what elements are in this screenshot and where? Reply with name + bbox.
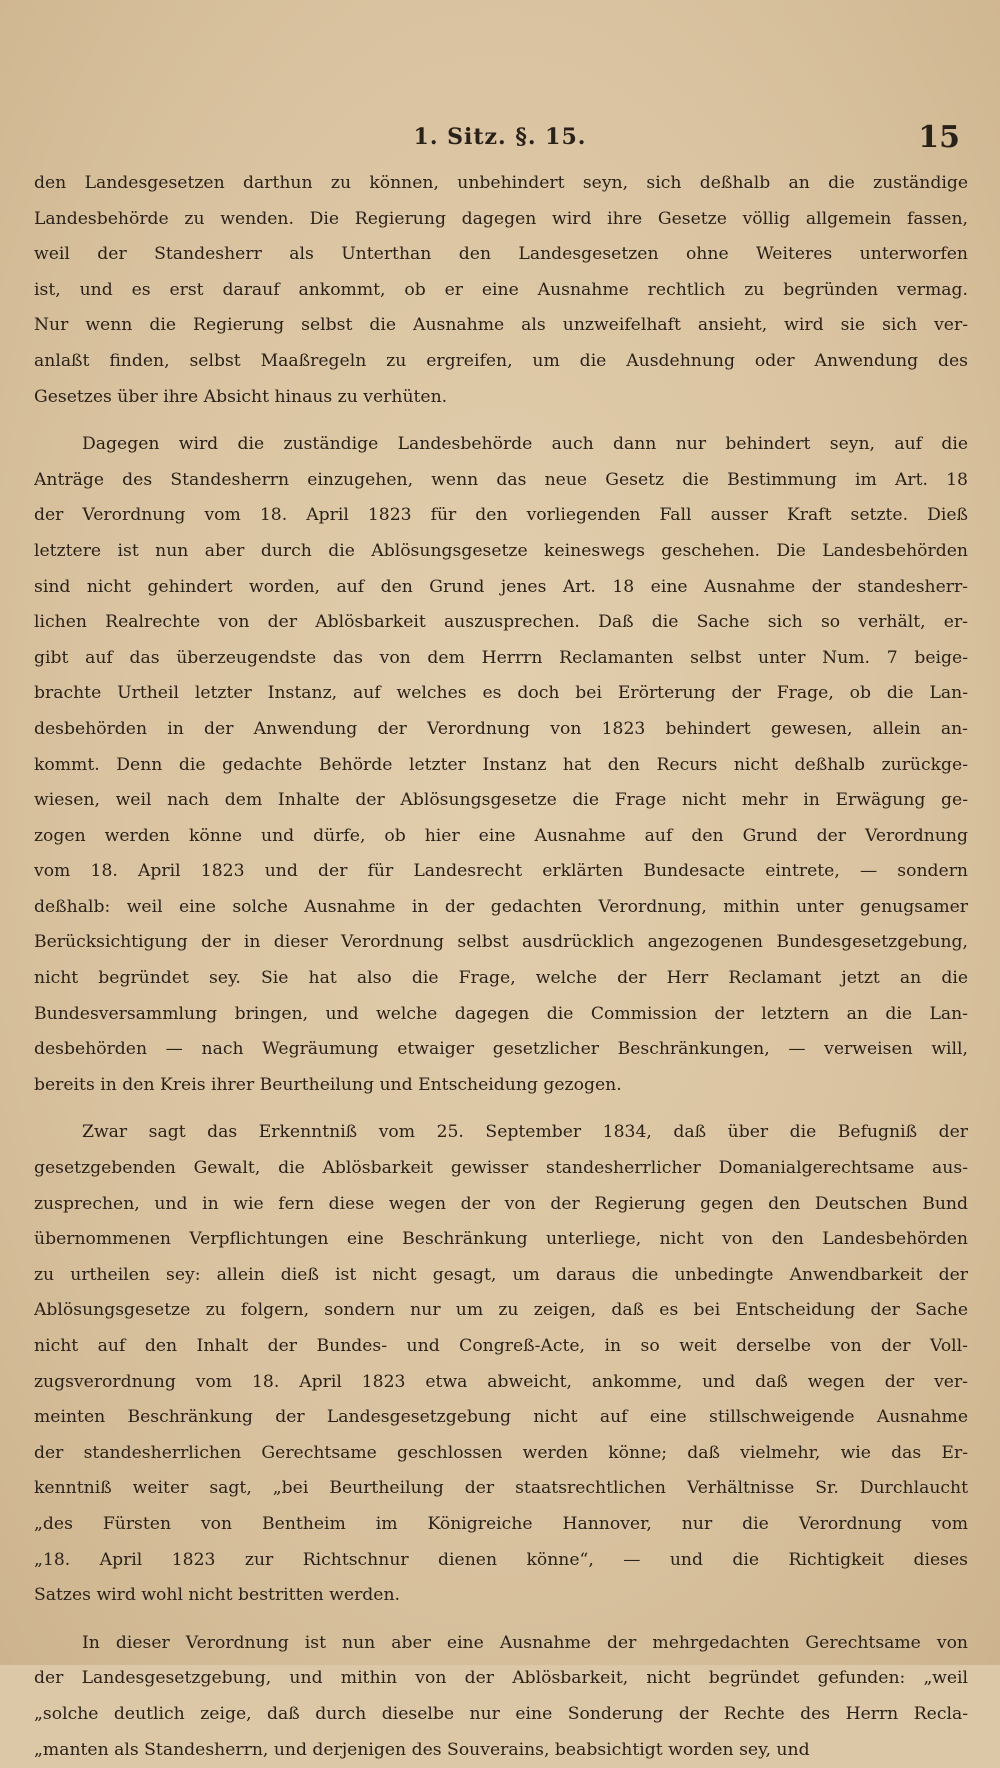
text-line: Bundesversammlung bringen, und welche dagegen die Commission der letztern an die Lan- <box>34 1003 968 1024</box>
text-line: zogen werden könne und dürfe, ob hier eine Ausnahme auf den Grund der Verordnung <box>34 825 968 846</box>
text-line: Dagegen wird die zuständige Landesbehörde auch dann nur behindert seyn, auf die <box>82 434 968 455</box>
text-line: Nur wenn die Regierung selbst die Ausnahme als unzweifelhaft ansieht, wird sie sich ver- <box>34 315 968 336</box>
paragraph <box>34 427 968 1103</box>
text-line: sind nicht gehindert worden, auf den Grund jenes Art. 18 eine Ausnahme der standesherr- <box>34 576 968 597</box>
text-line: Zwar sagt das Erkenntniß vom 25. September 1834, daß über die Befugniß der <box>82 1122 968 1143</box>
text-line: gesetzgebenden Gewalt, die Ablösbarkeit gewisser standesherrlicher Domanialgerechtsame aus- <box>34 1158 968 1179</box>
text-line: meinten Beschränkung der Landesgesetzgebung nicht auf eine stillschweigende Ausnahme <box>34 1407 968 1428</box>
text-line: vom 18. April 1823 und der für Landesrecht erklärten Bundesacte eintrete, — sondern <box>34 861 968 882</box>
text-line: desbehörden in der Anwendung der Verordnung von 1823 behindert gewesen, allein an- <box>34 718 968 739</box>
page-header <box>40 120 960 160</box>
text-line: kenntniß weiter sagt, „bei Beurtheilung der staatsrechtlichen Verhältnisse Sr. Durchlaucht <box>34 1478 968 1499</box>
text-line: letztere ist nun aber durch die Ablösungsgesetze keineswegs geschehen. Die Landesbehörden <box>34 540 968 561</box>
text-line: desbehörden — nach Wegräumung etwaiger gesetzlicher Beschränkungen, — verweisen will, <box>34 1039 968 1060</box>
text-line: Gesetzes über ihre Absicht hinaus zu verhüten. <box>34 386 448 407</box>
text-line: nicht begründet sey. Sie hat also die Frage, welche der Herr Reclamant jetzt an die <box>34 968 968 989</box>
text-line: Satzes wird wohl nicht bestritten werden. <box>34 1585 400 1606</box>
text-line: Landesbehörde zu wenden. Die Regierung dagegen wird ihre Gesetze völlig allgemein fassen, <box>34 208 968 229</box>
text-line: der standesherrlichen Gerechtsame geschlossen werden könne; daß vielmehr, wie das Er- <box>34 1442 968 1463</box>
text-line: „solche deutlich zeige, daß durch dieselbe nur eine Sonderung der Rechte des Herrn Recla- <box>34 1703 968 1724</box>
text-line: nicht auf den Inhalt der Bundes- und Congreß-Acte, in so weit derselbe von der Voll- <box>34 1336 968 1356</box>
text-line: Berücksichtigung der in dieser Verordnung selbst ausdrücklich angezogenen Bundesgesetzgebung, <box>34 932 968 953</box>
page-number: 15 <box>918 120 960 155</box>
text-line: lichen Realrechte von der Ablösbarkeit auszusprechen. Daß die Sache sich so verhält, er- <box>34 612 968 633</box>
text-line: „des Fürsten von Bentheim im Königreiche Hannover, nur die Verordnung vom <box>34 1513 968 1534</box>
text-line: Ablösungsgesetze zu folgern, sondern nur um zu zeigen, daß es bei Entscheidung der Sache <box>34 1300 968 1321</box>
text-line: weil der Standesherr als Unterthan den Landesgesetzen ohne Weiteres unterworfen <box>34 244 968 265</box>
text-line: Anträge des Standesherrn einzugehen, wenn das neue Gesetz die Bestimmung im Art. 18 <box>34 469 968 490</box>
paragraph <box>34 1115 968 1613</box>
body-text <box>34 166 968 1768</box>
text-line: deßhalb: weil eine solche Ausnahme in der gedachten Verordnung, mithin unter genugsamer <box>34 896 968 917</box>
text-line: der Verordnung vom 18. April 1823 für den vorliegenden Fall ausser Kraft setzte. Dieß <box>34 505 968 526</box>
paragraph <box>34 1626 968 1768</box>
text-line: brachte Urtheil letzter Instanz, auf welches es doch bei Erörterung der Frage, ob die Lan- <box>34 683 968 704</box>
text-line: kommt. Denn die gedachte Behörde letzter Instanz hat den Recurs nicht deßhalb zurückge- <box>34 754 968 775</box>
text-line: zusprechen, und in wie fern diese wegen der von der Regierung gegen den Deutschen Bund <box>34 1193 968 1214</box>
text-line: zugsverordnung vom 18. April 1823 etwa abweicht, ankomme, und daß wegen der ver- <box>34 1371 968 1392</box>
text-line: gibt auf das überzeugendste das von dem Herrrn Reclamanten selbst unter Num. 7 beige- <box>34 647 968 668</box>
text-line: „18. April 1823 zur Richtschnur dienen könne“, — und die Richtigkeit dieses <box>34 1549 968 1570</box>
text-line: der Landesgesetzgebung, und mithin von der Ablösbarkeit, nicht begründet gefunden: „weil <box>34 1668 968 1689</box>
paragraph <box>34 166 968 415</box>
text-line: „manten als Standesherrn, und derjenigen des Souverains, beabsichtigt worden sey, und <box>34 1739 810 1760</box>
text-line: den Landesgesetzen darthun zu können, unbehindert seyn, sich deßhalb an die zuständige <box>34 173 968 193</box>
text-line: bereits in den Kreis ihrer Beurtheilung und Entscheidung gezogen. <box>34 1074 622 1095</box>
text-line: ist, und es erst darauf ankommt, ob er eine Ausnahme rechtlich zu begründen vermag. <box>34 279 968 300</box>
text-line: zu urtheilen sey: allein dieß ist nicht gesagt, um daraus die unbedingte Anwendbarkeit der <box>34 1264 968 1285</box>
text-line: wiesen, weil nach dem Inhalte der Ablösungsgesetze die Frage nicht mehr in Erwägung ge- <box>34 790 968 811</box>
text-line: anlaßt finden, selbst Maaßregeln zu ergreifen, um die Ausdehnung oder Anwendung des <box>34 350 968 371</box>
text-line: In dieser Verordnung ist nun aber eine Ausnahme der mehrgedachten Gerechtsame von <box>82 1632 968 1653</box>
text-line: übernommenen Verpflichtungen eine Beschränkung unterliege, nicht von den Landesbehörden <box>34 1229 968 1250</box>
running-head: 1. Sitz. §. 15. <box>413 124 587 150</box>
